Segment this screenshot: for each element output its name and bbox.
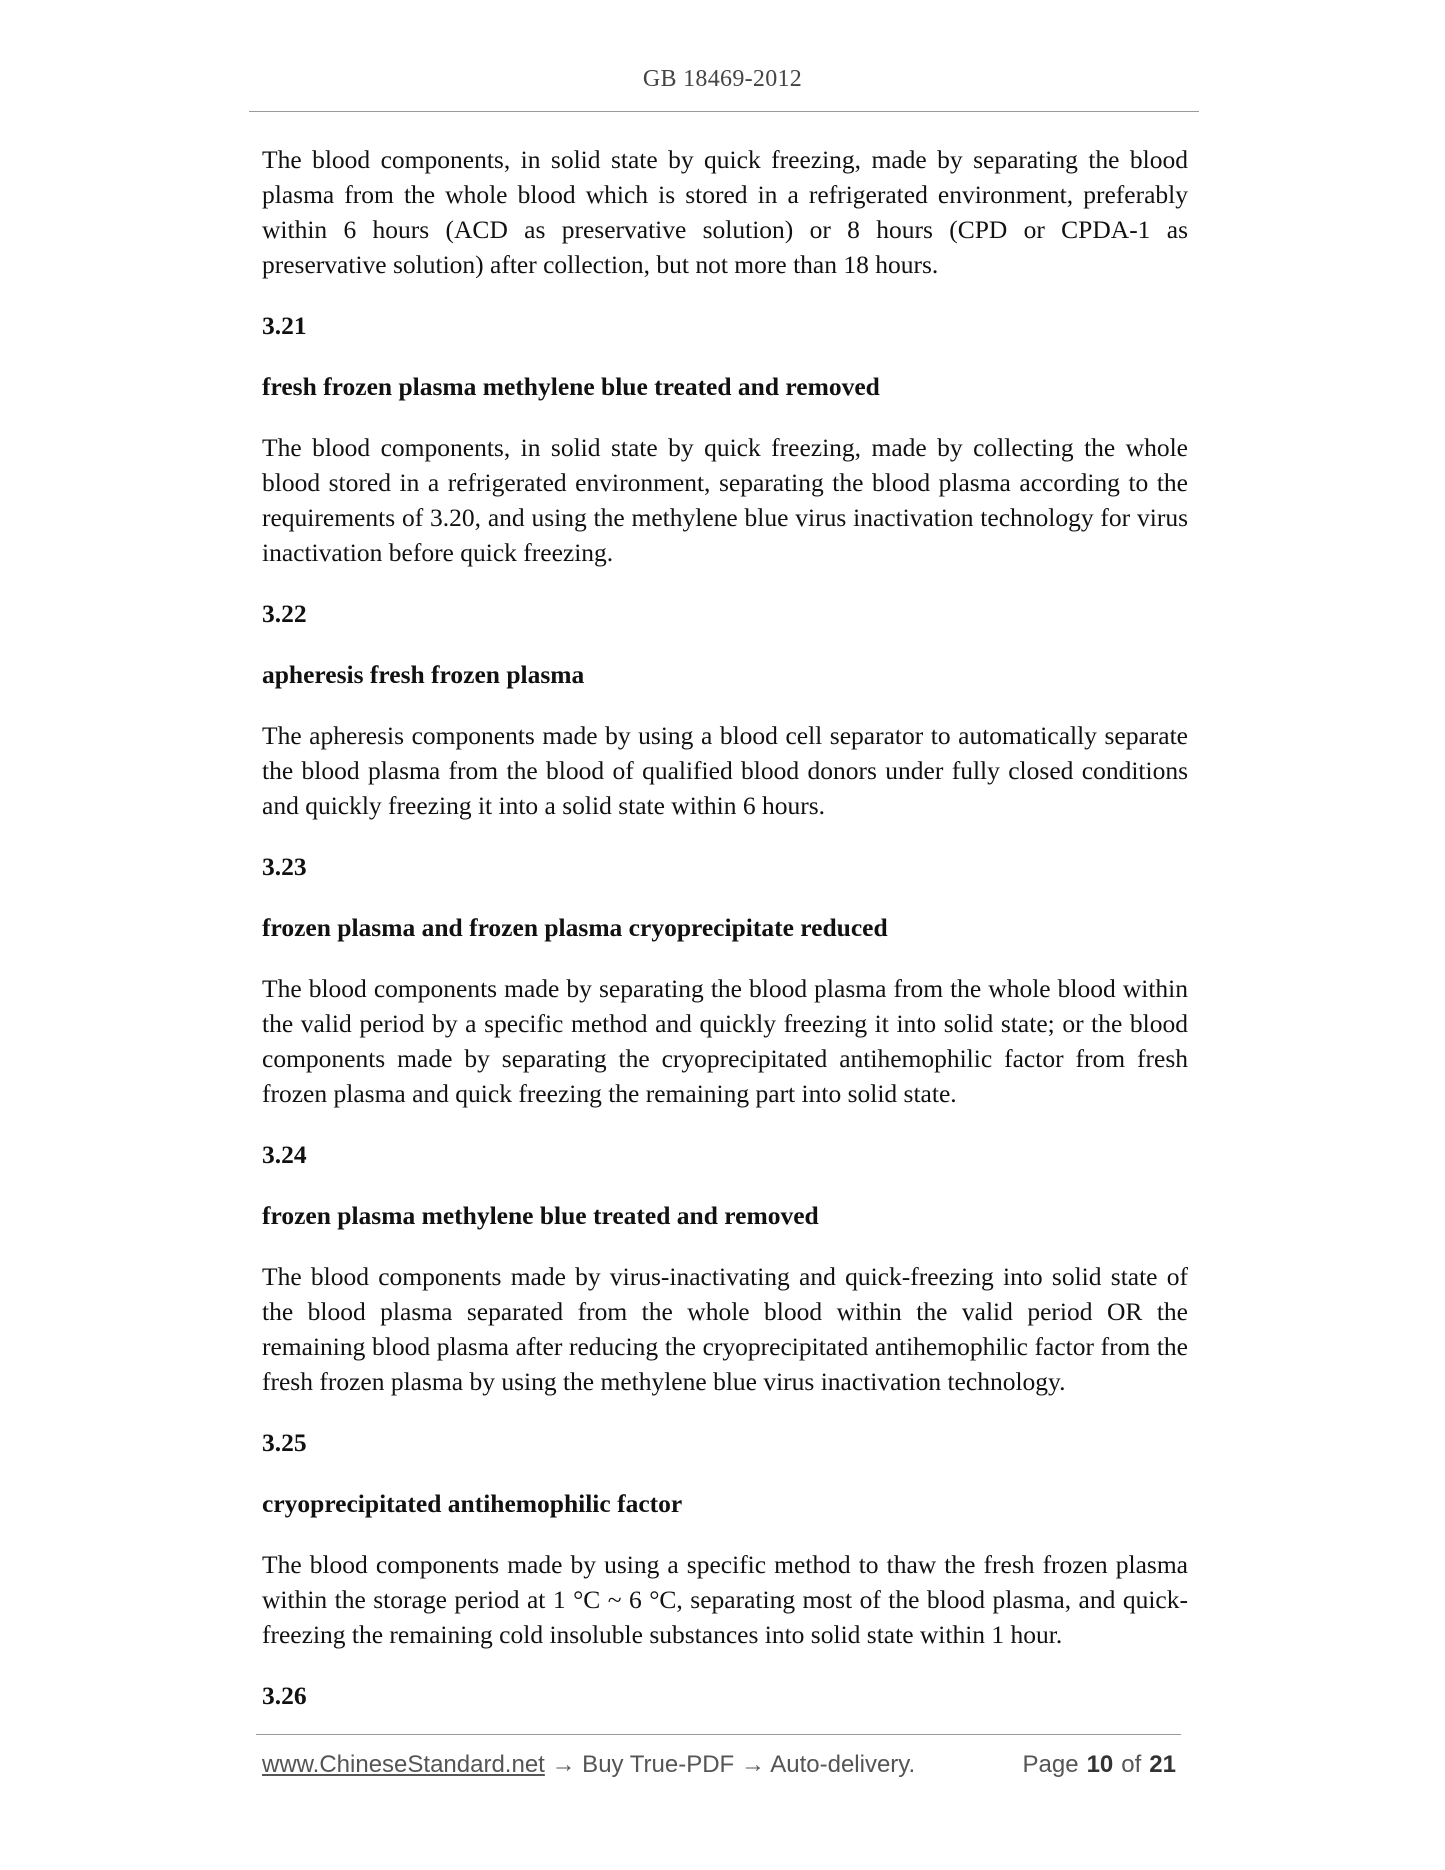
clause-number-3-23: 3.23 (262, 852, 307, 881)
term-heading-3-25: cryoprecipitated antihemophilic factor (262, 1489, 683, 1518)
page-word: Page (1022, 1751, 1079, 1778)
clause-number-3-26: 3.26 (262, 1681, 307, 1710)
term-heading-3-22: apheresis fresh frozen plasma (262, 660, 585, 689)
definition-3-22: The apheresis components made by using a blood cell separator to automatically separate the blood plasma from the blood of qualified blood donors under fully closed conditions and quickly freezing it into a solid state within 6 hours. (262, 721, 1188, 820)
definition-3-23: The blood components made by separating the blood plasma from the whole blood within the valid period by a specific method and quickly freezing it into solid state; or the blood components made by separating the cryoprecipitated antihemophilic factor from fresh frozen plasma and quick freezing the remaining part into solid state. (262, 974, 1188, 1108)
intro-paragraph: The blood components, in solid state by quick freezing, made by separating the blood plasma from the whole blood which is stored in a refrigerated environment, preferably within 6 hours (ACD as preservative solution) or 8 hours (CPD or CPDA-1 as preservative solution) after collection, but not more than 18 hours. (262, 145, 1188, 279)
website-link[interactable]: www.ChineseStandard.net (262, 1751, 545, 1778)
total-page-count: 21 (1149, 1751, 1176, 1778)
definition-3-21: The blood components, in solid state by quick freezing, made by collecting the whole blood stored in a refrigerated environment, separating the blood plasma according to the requirements of 3.20, and using the methylene blue virus inactivation technology for virus inactivation before quick freezing. (262, 433, 1188, 567)
term-heading-3-24: frozen plasma methylene blue treated and removed (262, 1201, 819, 1230)
footer-purchase-text: → Buy True-PDF → Auto-delivery. (544, 1751, 916, 1778)
document-body (262, 142, 1188, 1739)
clause-number-3-21: 3.21 (262, 311, 307, 340)
current-page-number: 10 (1086, 1751, 1114, 1778)
definition-3-24: The blood components made by virus-inactivating and quick-freezing into solid state of the blood plasma separated from the whole blood within the valid period OR the remaining blood plasma after reducing the cryoprecipitated antihemophilic factor from the fresh frozen plasma by using the methylene blue virus inactivation technology. (262, 1262, 1188, 1396)
definition-3-25: The blood components made by using a specific method to thaw the fresh frozen plasma within the storage period at 1 °C ~ 6 °C, separating most of the blood plasma, and quick-freezing the remaining cold insoluble substances into solid state within 1 hour. (262, 1550, 1188, 1649)
clause-number-3-24: 3.24 (262, 1140, 307, 1169)
page-footer (262, 1751, 1182, 1779)
footer-divider (256, 1734, 1181, 1735)
term-heading-3-23: frozen plasma and frozen plasma cryoprecipitate reduced (262, 913, 888, 942)
clause-number-3-22: 3.22 (262, 599, 307, 628)
page-indicator (1023, 1751, 1176, 1779)
document-header-title: GB 18469-2012 (642, 66, 803, 92)
header-divider (249, 111, 1199, 112)
clause-number-3-25: 3.25 (262, 1428, 307, 1457)
of-word: of (1121, 1751, 1142, 1778)
term-heading-3-21: fresh frozen plasma methylene blue treated and removed (262, 372, 880, 401)
